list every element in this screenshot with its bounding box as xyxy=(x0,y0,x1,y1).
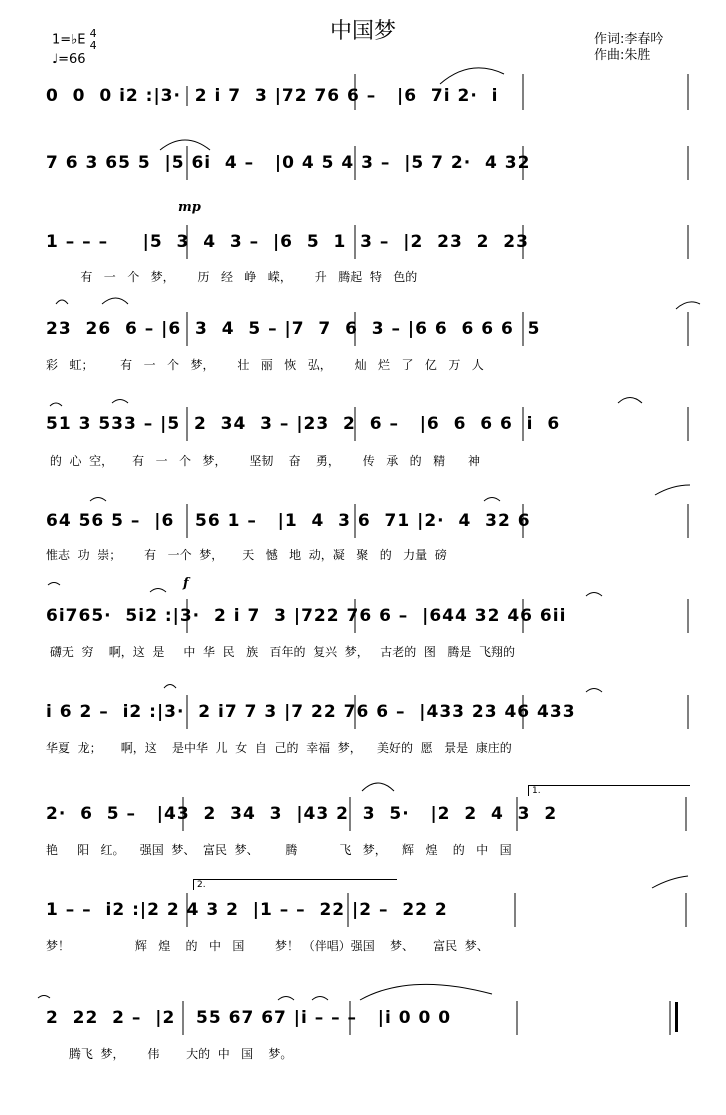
slur xyxy=(586,689,602,693)
slur xyxy=(484,498,500,502)
lyric-row-9: 艳 阳 红。 强国 梦、 富民 梦、 腾 飞 梦， 辉 煌 的 中 国 xyxy=(46,843,512,857)
lyric-row-3: 有 一 个 梦， 历 经 峥 嵘， 升 腾起 特 色的 xyxy=(46,270,418,284)
notation-row-6: 64 56 5 – |6 56 1 – |1 4 3 6 71 |2· 4 32 6 xyxy=(46,511,531,531)
lyric-row-4: 彩 虹； 有 一 个 梦， 壮 丽 恢 弘， 灿 烂 了 亿 万 人 xyxy=(46,358,484,372)
tempo-marking: ♩=66 xyxy=(52,52,86,67)
slur xyxy=(655,485,690,495)
dynamic-f: f xyxy=(183,576,189,591)
song-title: 中国梦 xyxy=(329,19,396,44)
slur xyxy=(676,302,700,309)
volta-second: 2. xyxy=(193,879,397,890)
slur xyxy=(312,997,328,1001)
slur xyxy=(50,403,62,406)
slur xyxy=(360,984,492,1000)
volta-first: 1. xyxy=(528,785,690,796)
slur xyxy=(48,583,60,586)
slur xyxy=(102,298,128,304)
composer-credit: 作曲:朱胜 xyxy=(594,48,651,63)
slur xyxy=(618,398,642,404)
time-top: 4 xyxy=(89,27,97,40)
time-bottom: 4 xyxy=(89,39,97,52)
slur xyxy=(164,685,176,689)
slur xyxy=(90,498,106,502)
slur xyxy=(38,996,50,999)
slur xyxy=(160,140,210,150)
dynamic-mp: mp xyxy=(178,200,201,215)
slur xyxy=(112,400,128,404)
notation-row-4: 23 26 6 – |6 3 4 5 – |7 7 6 3 – |6 6 6 6 6 5 xyxy=(46,319,541,339)
notation-row-11: 2 22 2 – |2 55 67 67 |i – – – |i 0 0 0 xyxy=(46,1008,452,1028)
lyric-row-11: 腾飞 梦， 伟 大的 中 国 梦。 xyxy=(46,1047,293,1061)
lyricist-credit: 作词:李春吟 xyxy=(594,32,664,47)
lyric-row-5: 的 心 空， 有 一 个 梦， 坚韧 奋 勇， 传 承 的 精 神 xyxy=(46,454,480,468)
slur xyxy=(652,876,688,888)
final-barline xyxy=(675,1002,678,1032)
credits xyxy=(594,32,663,64)
slur xyxy=(56,300,68,304)
slur xyxy=(586,593,602,597)
notation-row-5: 51 3 533 – |5 2 34 3 – |23 2 6 – |6 6 6 6 i 6 xyxy=(46,414,561,434)
slur xyxy=(150,589,166,593)
key-tonic: 1=♭E xyxy=(52,32,86,48)
slur xyxy=(278,997,294,1001)
notation-row-10: 1 – – i2 :|2 2 4 3 2 |1 – – 22 |2 – 22 2 xyxy=(46,900,448,920)
notation-row-1: 0 0 0 i2 :|3· 2 i 7 3 |72 76 6 – |6 7i 2· i xyxy=(46,86,499,106)
slur xyxy=(362,783,394,791)
lyric-row-10: 梦！ 辉 煌 的 中 国 梦！ （伴唱）强国 梦、 富民 梦、 xyxy=(46,939,489,953)
lyric-row-6: 惟志 功 崇； 有 一个 梦， 天 憾 地 动，凝 聚 的 力量 磅 xyxy=(46,548,447,562)
notation-row-7: 6i765· 5i2 :|3· 2 i 7 3 |722 76 6 – |644 32 46 6ii xyxy=(46,606,567,626)
key-signature xyxy=(52,28,97,68)
notation-row-8: i 6 2 – i2 :|3· 2 i7 7 3 |7 22 76 6 – |433 23 46 433 xyxy=(46,702,576,722)
notation-row-9: 2· 6 5 – |43 2 34 3 |43 2 3 5· |2 2 4 3 2 xyxy=(46,804,558,824)
notation-row-3: 1 – – – |5 3 4 3 – |6 5 1 3 – |2 23 2 23 xyxy=(46,232,529,252)
lyric-row-7: 礴无 穷 啊，这 是 中 华 民 族 百年的 复兴 梦， 古老的 图 腾是 飞翔的 xyxy=(46,645,515,659)
notation-row-2: 7 6 3 65 5 |5 6i 4 – |0 4 5 4 3 – |5 7 2· 4 32 xyxy=(46,153,531,173)
lyric-row-8: 华夏 龙； 啊，这 是中华 儿 女 自 己的 幸福 梦， 美好的 愿 景是 康庄的 xyxy=(46,741,512,755)
slur xyxy=(440,68,504,84)
